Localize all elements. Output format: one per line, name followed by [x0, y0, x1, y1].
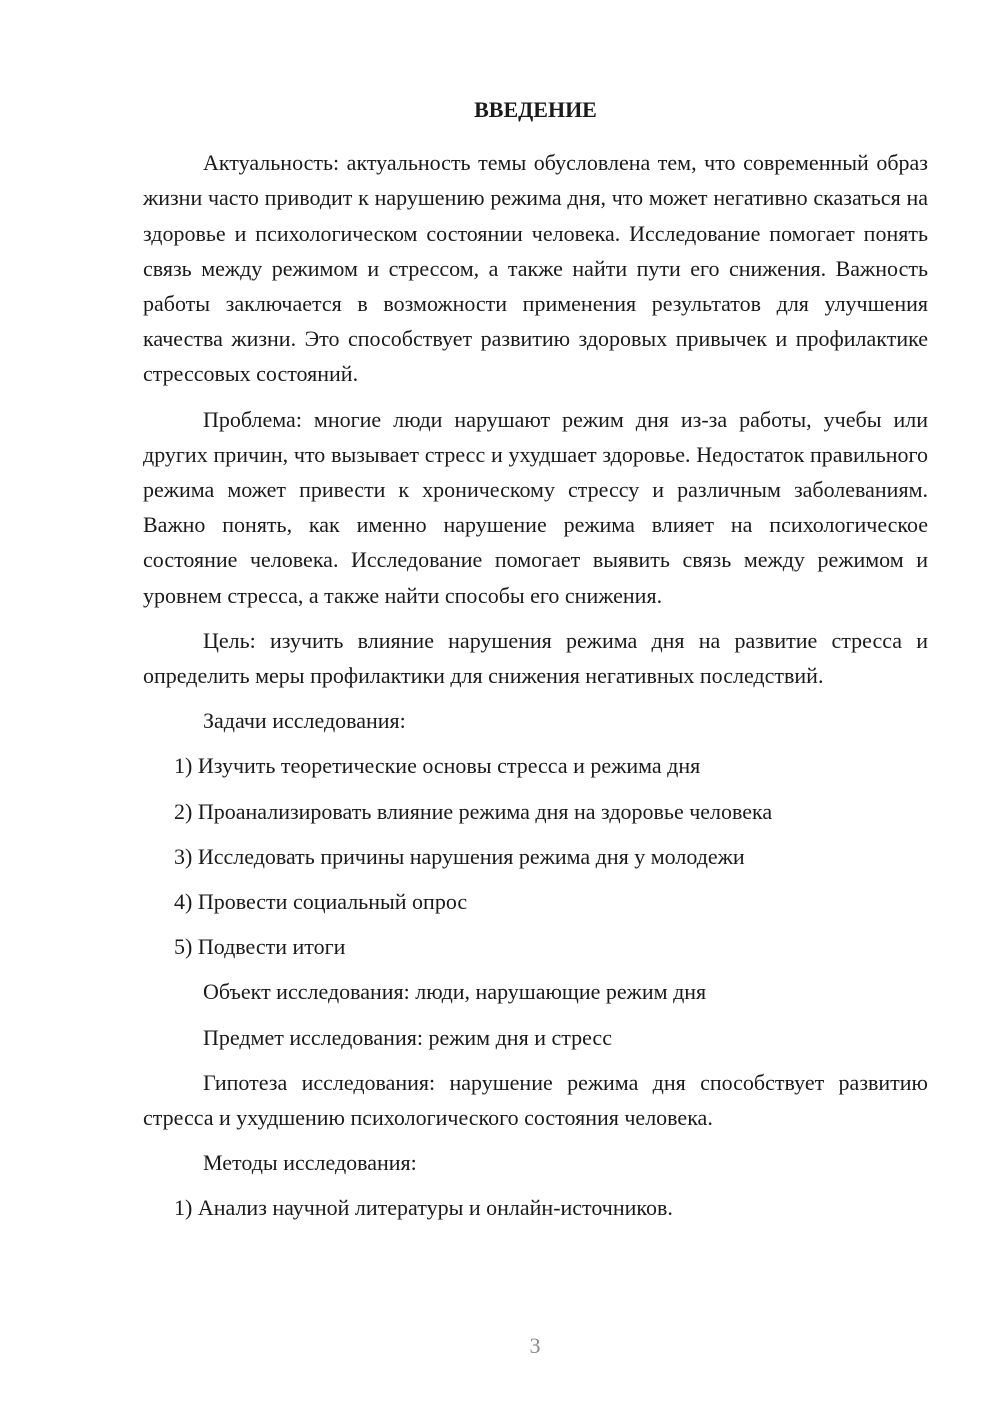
- methods-title: Методы исследования:: [203, 1150, 417, 1176]
- page-number: 3: [529, 1333, 541, 1358]
- goal-paragraph: Цель: изучить влияние нарушения режима дня на развитие стресса и определить меры профилактики для снижения негативных последствий.: [143, 627, 928, 689]
- tasks-title: Задачи исследования:: [203, 708, 406, 734]
- problem-paragraph: Проблема: многие люди нарушают режим дня из-за работы, учебы или других причин, что вызывает стресс и ухудшает здоровье. Недостаток правильного режима может привести к хроническому стрессу и различным заболеваниям. Важно понять, как именно нарушение режима влияет на психологическое состояние человека. Исследование помогает выявить связь между режимом и уровнем стресса, а также найти способы его снижения.: [143, 406, 928, 608]
- list-item: 4) Провести социальный опрос: [174, 889, 468, 915]
- hypothesis-paragraph: Гипотеза исследования: нарушение режима дня способствует развитию стресса и ухудшению психологического состояния человека.: [143, 1069, 928, 1131]
- relevance-paragraph: Актуальность: актуальность темы обусловлена тем, что современный образ жизни часто приводит к нарушению режима дня, что может негативно сказаться на здоровье и психологическом состоянии человека. Исследование помогает понять связь между режимом и стрессом, а также найти пути его снижения. Важность работы заключается в возможности применения результатов для улучшения качества жизни. Это способствует развитию здоровых привычек и профилактике стрессовых состояний.: [143, 150, 928, 387]
- list-item: 1) Анализ научной литературы и онлайн-источников.: [174, 1195, 673, 1221]
- tasks-list: [143, 748, 928, 964]
- document-page: [143, 92, 928, 1236]
- list-item: 2) Проанализировать влияние режима дня на здоровье человека: [174, 798, 773, 824]
- research-object: Объект исследования: люди, нарушающие режим дня: [203, 979, 707, 1005]
- methods-list: [143, 1190, 928, 1225]
- list-item: 3) Исследовать причины нарушения режима дня у молодежи: [174, 843, 745, 869]
- list-item: 1) Изучить теоретические основы стресса и режима дня: [174, 753, 701, 779]
- research-subject: Предмет исследования: режим дня и стресс: [203, 1024, 612, 1050]
- list-item: 5) Подвести итоги: [174, 934, 346, 960]
- page-title: ВВЕДЕНИЕ: [474, 97, 597, 122]
